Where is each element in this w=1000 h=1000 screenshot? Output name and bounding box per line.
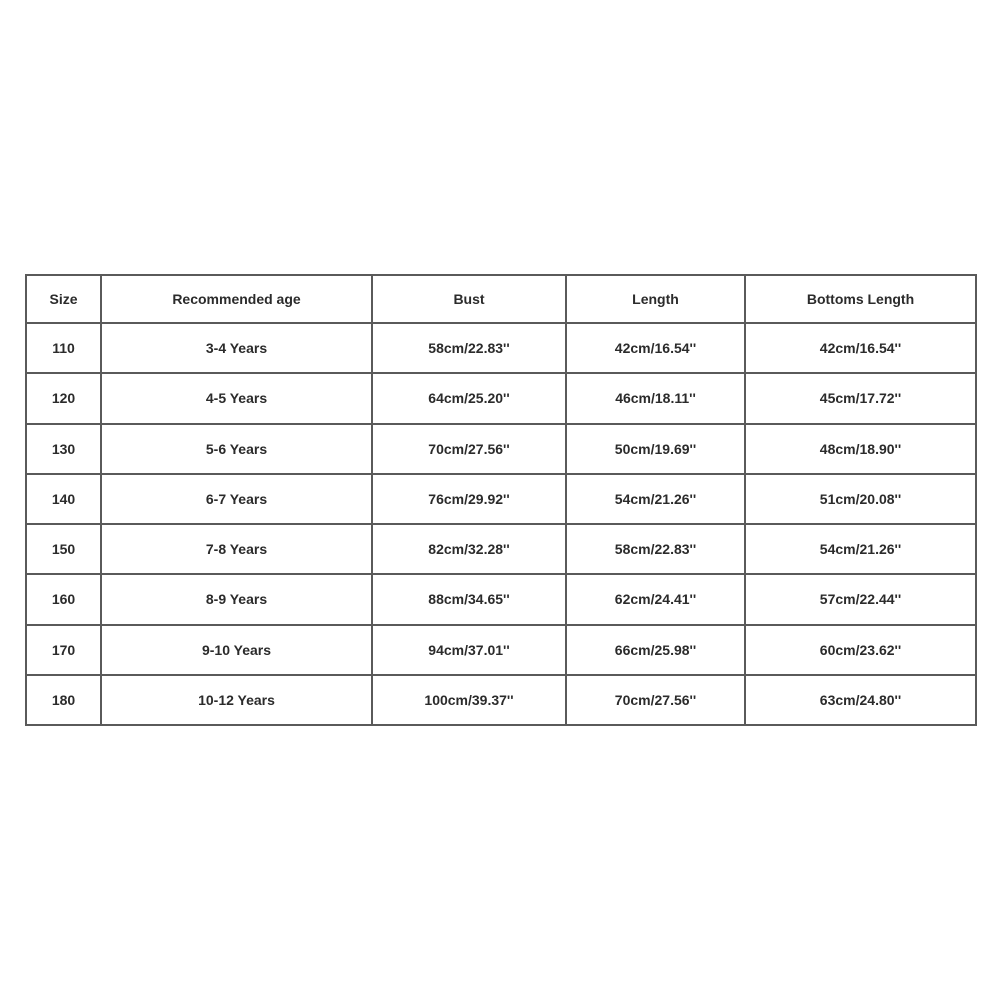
cell-age: 4-5 Years bbox=[101, 373, 372, 423]
header-length: Length bbox=[566, 275, 745, 323]
cell-bust: 58cm/22.83'' bbox=[372, 323, 566, 373]
cell-age: 8-9 Years bbox=[101, 574, 372, 624]
cell-bottoms-length: 51cm/20.08'' bbox=[745, 474, 976, 524]
cell-bottoms-length: 54cm/21.26'' bbox=[745, 524, 976, 574]
cell-age: 3-4 Years bbox=[101, 323, 372, 373]
cell-age: 9-10 Years bbox=[101, 625, 372, 675]
header-bust: Bust bbox=[372, 275, 566, 323]
cell-length: 46cm/18.11'' bbox=[566, 373, 745, 423]
header-size: Size bbox=[26, 275, 101, 323]
cell-age: 10-12 Years bbox=[101, 675, 372, 725]
cell-length: 58cm/22.83'' bbox=[566, 524, 745, 574]
cell-bottoms-length: 57cm/22.44'' bbox=[745, 574, 976, 624]
cell-size: 150 bbox=[26, 524, 101, 574]
size-chart-table bbox=[25, 274, 977, 726]
table-row bbox=[26, 574, 976, 624]
cell-size: 120 bbox=[26, 373, 101, 423]
cell-length: 50cm/19.69'' bbox=[566, 424, 745, 474]
cell-bust: 88cm/34.65'' bbox=[372, 574, 566, 624]
cell-bust: 64cm/25.20'' bbox=[372, 373, 566, 423]
cell-length: 70cm/27.56'' bbox=[566, 675, 745, 725]
cell-length: 42cm/16.54'' bbox=[566, 323, 745, 373]
cell-bust: 100cm/39.37'' bbox=[372, 675, 566, 725]
header-row bbox=[26, 275, 976, 323]
cell-bust: 76cm/29.92'' bbox=[372, 474, 566, 524]
cell-age: 5-6 Years bbox=[101, 424, 372, 474]
cell-bust: 82cm/32.28'' bbox=[372, 524, 566, 574]
table-row bbox=[26, 524, 976, 574]
cell-age: 7-8 Years bbox=[101, 524, 372, 574]
cell-length: 66cm/25.98'' bbox=[566, 625, 745, 675]
cell-size: 180 bbox=[26, 675, 101, 725]
cell-bottoms-length: 48cm/18.90'' bbox=[745, 424, 976, 474]
cell-bottoms-length: 60cm/23.62'' bbox=[745, 625, 976, 675]
table-row bbox=[26, 424, 976, 474]
cell-size: 130 bbox=[26, 424, 101, 474]
cell-bust: 70cm/27.56'' bbox=[372, 424, 566, 474]
table-row bbox=[26, 323, 976, 373]
cell-bust: 94cm/37.01'' bbox=[372, 625, 566, 675]
header-recommended-age: Recommended age bbox=[101, 275, 372, 323]
cell-length: 54cm/21.26'' bbox=[566, 474, 745, 524]
cell-length: 62cm/24.41'' bbox=[566, 574, 745, 624]
cell-size: 160 bbox=[26, 574, 101, 624]
cell-size: 170 bbox=[26, 625, 101, 675]
cell-age: 6-7 Years bbox=[101, 474, 372, 524]
header-bottoms-length: Bottoms Length bbox=[745, 275, 976, 323]
cell-bottoms-length: 63cm/24.80'' bbox=[745, 675, 976, 725]
cell-size: 140 bbox=[26, 474, 101, 524]
table-row bbox=[26, 625, 976, 675]
table-row bbox=[26, 474, 976, 524]
cell-bottoms-length: 45cm/17.72'' bbox=[745, 373, 976, 423]
cell-size: 110 bbox=[26, 323, 101, 373]
table-row bbox=[26, 675, 976, 725]
cell-bottoms-length: 42cm/16.54'' bbox=[745, 323, 976, 373]
table-row bbox=[26, 373, 976, 423]
